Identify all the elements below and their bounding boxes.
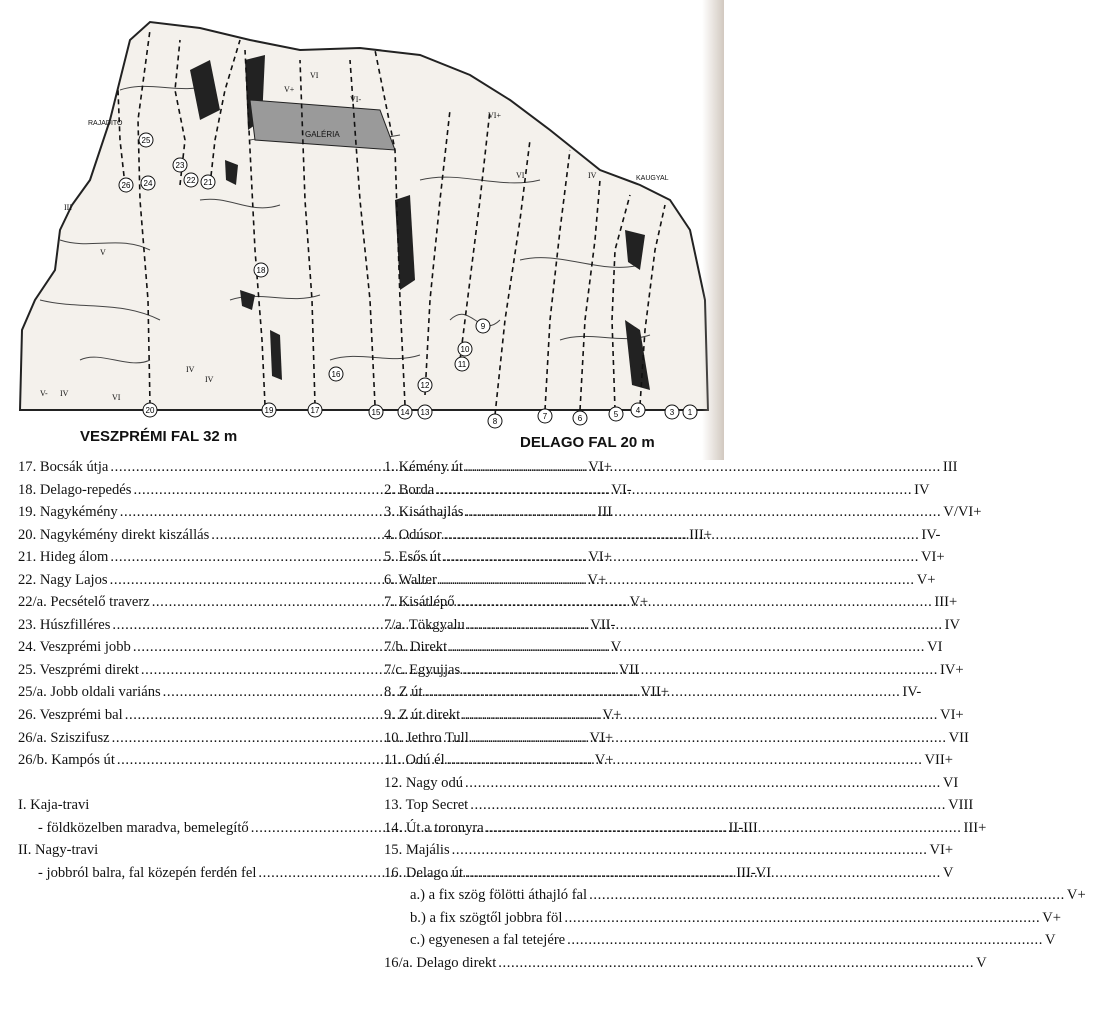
traverse-2-name: II. Nagy-travi [18, 842, 99, 859]
svg-text:20: 20 [145, 406, 155, 415]
route-marker-4 [631, 403, 645, 417]
route-row: 4. Odúsor ..... IV- [384, 524, 706, 547]
route-marker-6 [573, 411, 587, 425]
route-row: 6. Walter ..... V+ [384, 569, 706, 592]
svg-text:6: 6 [577, 414, 583, 423]
route-row: 5. Esős út ..... VI+ [384, 546, 706, 569]
route-marker-24 [141, 176, 155, 190]
svg-text:IV: IV [588, 171, 597, 180]
svg-text:7: 7 [542, 412, 548, 421]
route-row: 16/a. Delago direkt ..... V [384, 952, 706, 975]
route-row: 1. Kémény út ..... III [384, 456, 706, 479]
route-variant-row: a.) a fix szög fölötti áthajló fal ..... V+ [384, 884, 706, 907]
route-marker-5 [609, 407, 623, 421]
route-row: 17. Bocsák útja ..... VI+ [18, 456, 328, 479]
svg-text:V: V [100, 248, 106, 257]
route-marker-20 [143, 403, 157, 417]
route-marker-25 [139, 133, 153, 147]
route-row: 10. Jethro Tull ..... VII [384, 727, 706, 750]
svg-text:17: 17 [310, 406, 320, 415]
route-row: 7/a. Tökgyalu ..... IV [384, 614, 706, 637]
svg-text:10: 10 [460, 345, 470, 354]
svg-text:14: 14 [400, 408, 410, 417]
route-marker-7 [538, 409, 552, 423]
route-row: 26/a. Sziszifusz ..... VI+ [18, 727, 328, 750]
route-row: 26. Veszprémi bal ..... V+ [18, 704, 328, 727]
svg-text:21: 21 [203, 178, 213, 187]
route-row: 24. Veszprémi jobb ..... V [18, 636, 328, 659]
route-marker-14 [398, 405, 412, 419]
svg-text:24: 24 [143, 179, 153, 188]
route-variant-row: b.) a fix szögtől jobbra föl ..... V+ [384, 907, 706, 930]
svg-text:3: 3 [669, 408, 675, 417]
svg-text:V-: V- [40, 389, 48, 398]
route-marker-16 [329, 367, 343, 381]
route-marker-3 [665, 405, 679, 419]
title-veszpremi-fal: VESZPRÉMI FAL 32 m [80, 428, 238, 445]
svg-text:25: 25 [141, 136, 151, 145]
route-row: 20. Nagykémény direkt kiszállás ..... III+ [18, 524, 328, 547]
traverse-1-name: I. Kaja-travi [18, 797, 90, 814]
route-row: 26/b. Kampós út ..... V+ [18, 749, 328, 772]
route-row: 13. Top Secret ..... VIII [384, 794, 706, 817]
svg-text:16: 16 [331, 370, 341, 379]
route-marker-13 [418, 405, 432, 419]
route-row: 2. Borda ..... IV [384, 479, 706, 502]
svg-text:1: 1 [687, 408, 693, 417]
svg-text:VI+: VI+ [488, 111, 501, 120]
route-marker-18 [254, 263, 268, 277]
route-row: 7. Kisátlépő ..... III+ [384, 591, 706, 614]
route-row: 7/b. Direkt ..... VI [384, 636, 706, 659]
route-row: 21. Hideg álom ..... VI+ [18, 546, 328, 569]
title-delago-fal: DELAGO FAL 20 m [520, 434, 655, 451]
route-variant-row: c.) egyenesen a fal tetejére ..... V [384, 929, 706, 952]
route-marker-11 [455, 357, 469, 371]
cliff-outline [20, 22, 708, 410]
route-marker-23 [173, 158, 187, 172]
route-row: 22/a. Pecsételő traverz ..... V+ [18, 591, 328, 614]
svg-text:V+: V+ [284, 85, 295, 94]
route-row: 23. Húszfilléres ..... VII- [18, 614, 328, 637]
svg-text:IV: IV [186, 365, 195, 374]
route-row: 8. Z út ..... IV- [384, 681, 706, 704]
route-marker-1 [683, 405, 697, 419]
route-row: 9. Z út direkt ..... VI+ [384, 704, 706, 727]
route-row: 11. Odú él ..... VII+ [384, 749, 706, 772]
route-marker-21 [201, 175, 215, 189]
route-row: 16. Delago út ..... V [384, 862, 706, 885]
svg-text:26: 26 [121, 181, 131, 190]
route-row: 7/c. Egyujjas ..... IV+ [384, 659, 706, 682]
route-row: 14. Út a toronyra ..... III+ [384, 817, 706, 840]
svg-text:9: 9 [480, 322, 486, 331]
svg-text:IV: IV [205, 375, 214, 384]
svg-text:IV: IV [60, 389, 69, 398]
route-row: 3. Kisáthajlás ..... V/VI+ [384, 501, 706, 524]
svg-text:5: 5 [613, 410, 619, 419]
svg-text:13: 13 [420, 408, 430, 417]
svg-text:15: 15 [371, 408, 381, 417]
crag-topo-drawing [0, 0, 724, 426]
route-marker-12 [418, 378, 432, 392]
route-row: 25/a. Jobb oldali variáns ..... VII+ [18, 681, 328, 704]
svg-text:8: 8 [492, 417, 498, 426]
route-marker-15 [369, 405, 383, 419]
svg-text:12: 12 [420, 381, 430, 390]
route-marker-8 [488, 414, 502, 428]
label-raiadito: RAJADITO [88, 120, 123, 127]
svg-text:VI: VI [112, 393, 121, 402]
svg-text:19: 19 [264, 406, 274, 415]
label-galeria: GALÉRIA [305, 130, 340, 139]
route-marker-10 [458, 342, 472, 356]
route-marker-19 [262, 403, 276, 417]
svg-text:23: 23 [175, 161, 185, 170]
svg-text:4: 4 [635, 406, 641, 415]
route-row: 25. Veszprémi direkt ..... VII [18, 659, 328, 682]
route-row: 15. Majális ..... VI+ [384, 839, 706, 862]
route-marker-26 [119, 178, 133, 192]
route-marker-17 [308, 403, 322, 417]
traverse-2-desc: - jobbról balra, fal közepén ferdén fel ..... III-VI [18, 862, 328, 885]
route-row: 22. Nagy Lajos ..... V+ [18, 569, 328, 592]
traverse-1-desc: - földközelben maradva, bemelegítő ..... II-III [18, 817, 328, 840]
route-marker-22 [184, 173, 198, 187]
svg-text:22: 22 [186, 176, 196, 185]
route-row: 18. Delago-repedés ..... VI- [18, 479, 328, 502]
svg-text:18: 18 [256, 266, 266, 275]
route-row: 12. Nagy odú ..... VI [384, 772, 706, 795]
svg-text:11: 11 [457, 360, 467, 369]
svg-text:III: III [64, 203, 72, 212]
route-marker-9 [476, 319, 490, 333]
route-row: 19. Nagykémény ..... III [18, 501, 328, 524]
svg-text:VI: VI [310, 71, 319, 80]
label-kaugyal: KAUGYAL [636, 175, 669, 182]
svg-text:VI: VI [516, 171, 525, 180]
svg-text:VI-: VI- [350, 95, 362, 104]
scan-edge-shadow [702, 0, 724, 460]
